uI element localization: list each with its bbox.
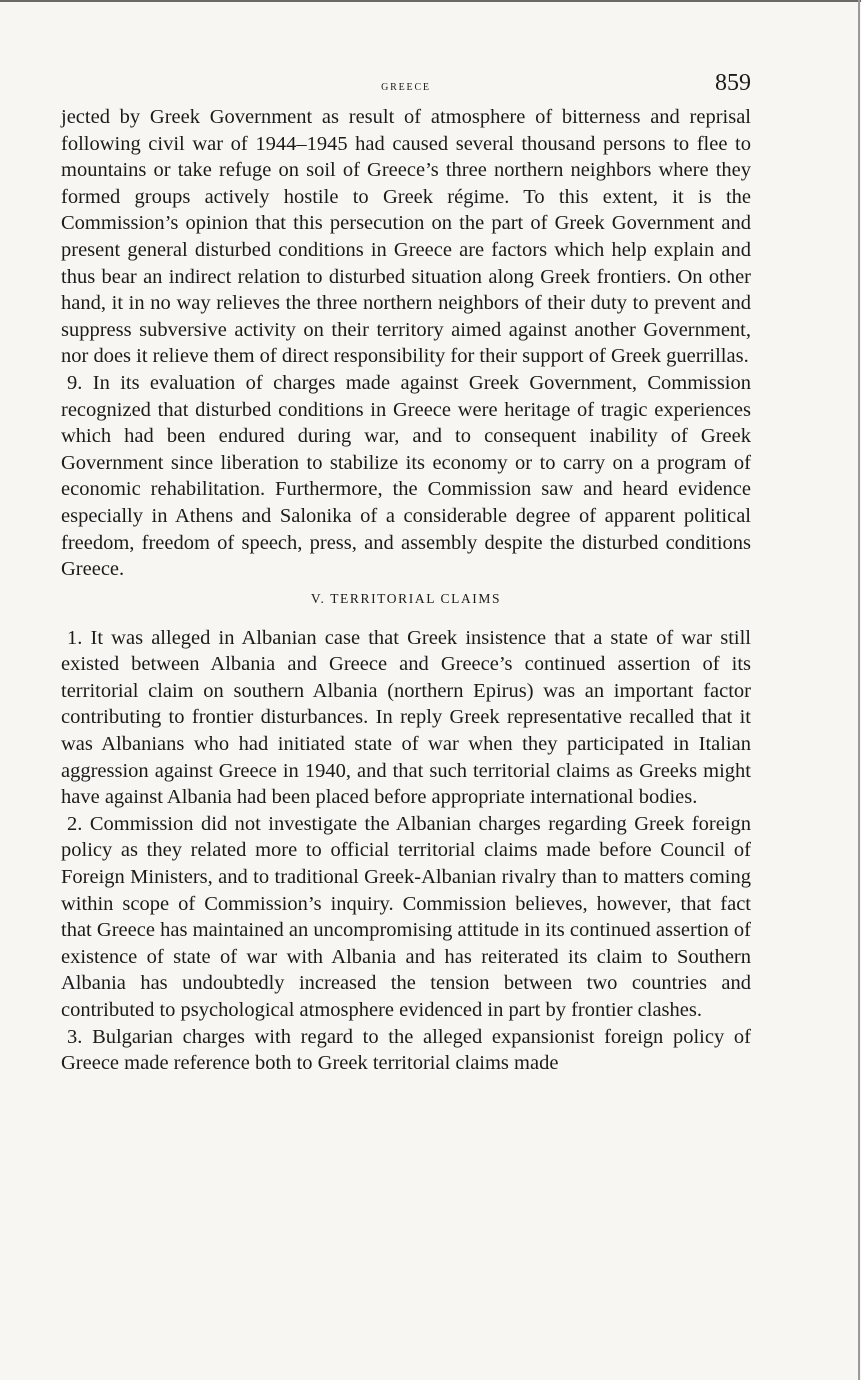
- document-page: [61, 70, 751, 1077]
- page-number: 859: [715, 70, 751, 96]
- running-title: greece: [381, 78, 431, 94]
- page-right-edge: [858, 0, 860, 1380]
- paragraph-2: 2. Commission did not investigate the Albanian charges regarding Greek foreign policy as they related more to official territorial claims made before Council of Foreign Ministers, and to traditional Greek-Albanian rivalry than to matters coming within scope of Commission’s inquiry. Commission believes, however, that fact that Greece has maintained an uncompromising attitude in its continued assertion of existence of state of war with Albania and has reiterated its claim to Southern Albania has undoubtedly increased the tension between two countries and contributed to psychological atmosphere evidenced in part by frontier clashes.: [61, 812, 751, 1021]
- paragraph-1: 1. It was alleged in Albanian case that Greek insistence that a state of war still existed between Albania and Greece and Greece’s continued assertion of its territorial claim on southern Albania (northern Epirus) was an important factor contributing to frontier disturbances. In reply Greek representative recalled that it was Albanians who had initiated state of war when they participated in Italian aggression against Greece in 1940, and that such territorial claims as Greeks might have against Albania had been placed before appropriate international bodies.: [61, 626, 751, 809]
- paragraph-9: 9. In its evaluation of charges made against Greek Government, Commission recognized that disturbed conditions in Greece were heritage of tragic experiences which had been endured during war, and to consequent inability of Greek Government since liberation to stabilize its economy or to carry on a program of economic rehabilitation. Furthermore, the Commission saw and heard evidence especially in Athens and Salonika of a considerable degree of apparent political freedom, freedom of speech, press, and assembly despite the disturbed conditions Greece.: [61, 371, 751, 581]
- paragraph-continued: jected by Greek Government as result of atmosphere of bitterness and reprisal following civil war of 1944–1945 had caused several thousand persons to flee to mountains or take refuge on soil of Greece’s three northern neighbors where they formed groups actively hostile to Greek régime. To this extent, it is the Commission’s opinion that this persecution on the part of Greek Government and present general disturbed conditions in Greece are factors which help explain and thus bear an indirect relation to disturbed situation along Greek frontiers. On other hand, it in no way relieves the three northern neighbors of their duty to prevent and suppress subversive activity on their territory aimed against another Government, nor does it relieve them of direct responsibility for their support of Greek guerrillas.: [61, 106, 751, 368]
- page-top-edge: [0, 0, 861, 2]
- section-heading-territorial-claims: V. TERRITORIAL CLAIMS: [310, 590, 502, 606]
- running-head: [61, 70, 751, 104]
- paragraph-3: 3. Bulgarian charges with regard to the alleged expansionist foreign policy of Greece made reference both to Greek territorial claims made: [61, 1025, 751, 1075]
